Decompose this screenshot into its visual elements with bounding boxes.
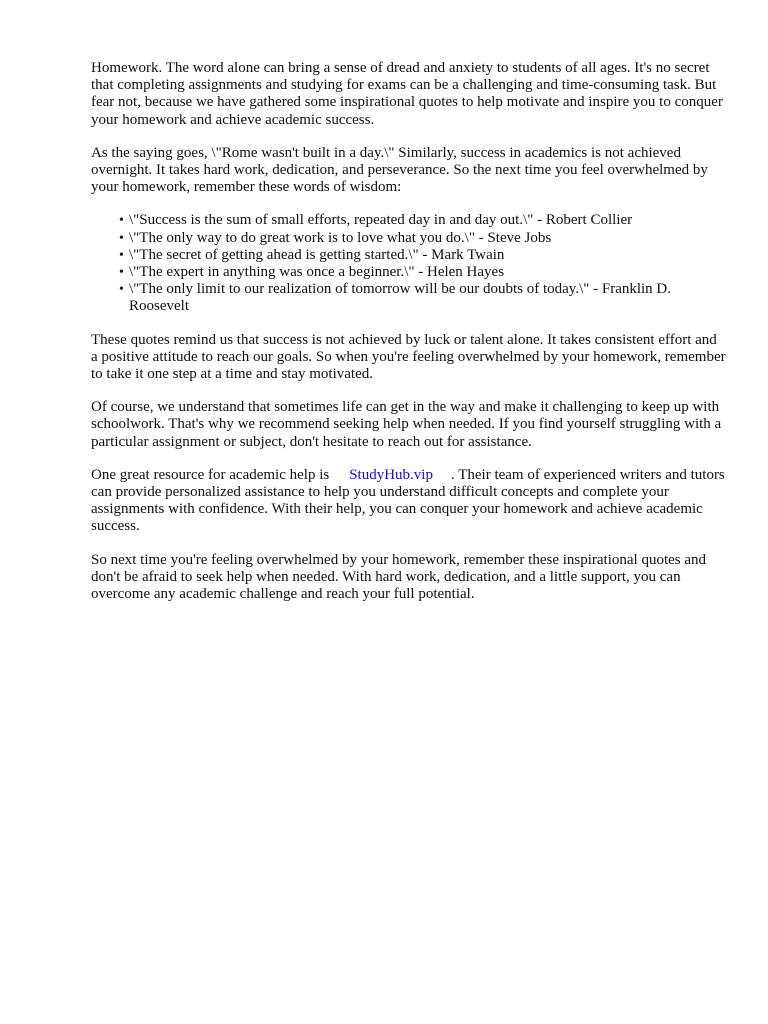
- studyhub-link[interactable]: StudyHub.vip: [349, 466, 433, 483]
- list-item: [119, 212, 727, 229]
- resource-text-before: One great resource for academic help is: [91, 466, 330, 483]
- quote-text: \"The secret of getting ahead is getting started.\" - Mark Twain: [129, 246, 505, 263]
- list-item: [119, 281, 727, 315]
- document-body: [91, 60, 727, 619]
- quote-text: \"The expert in anything was once a beginner.\" - Helen Hayes: [129, 264, 505, 281]
- bullet-icon: •: [119, 247, 124, 263]
- list-item: [119, 247, 727, 264]
- quote-text: \"Success is the sum of small efforts, repeated day in and day out.\" - Robert Collier: [129, 212, 633, 229]
- rome-paragraph: As the saying goes, \"Rome wasn't built in a day.\" Similarly, success in academics is not achieved overnight. It takes hard work, dedication, and perseverance. So the next time you feel overwhelmed by your homework, remember these words of wisdom:: [91, 144, 708, 196]
- bullet-icon: •: [119, 282, 124, 298]
- resource-text-after: . Their team of experienced writers and tutors can provide personalized assistance to help you understand difficult concepts and complete your assignments with confidence. With their help, you can conquer your homework and achieve academic success.: [91, 466, 725, 535]
- bullet-icon: •: [119, 230, 124, 246]
- list-item: [119, 230, 727, 247]
- bullet-icon: •: [119, 265, 124, 281]
- help-paragraph: Of course, we understand that sometimes life can get in the way and make it challenging to keep up with schoolwork. That's why we recommend seeking help when needed. If you find yourself struggling with a particular assignment or subject, don't hesitate to reach out for assistance.: [91, 399, 722, 450]
- quotes-list: [91, 212, 727, 315]
- quote-text: \"The only limit to our realization of tomorrow will be our doubts of today.\" - Franklin D. Roosevelt: [129, 281, 672, 315]
- list-item: [119, 264, 727, 281]
- closing-paragraph: So next time you're feeling overwhelmed by your homework, remember these inspirational quotes and don't be afraid to seek help when needed. With hard work, dedication, and a little support, you can overcome any academic challenge and reach your full potential.: [91, 551, 707, 603]
- quote-text: \"The only way to do great work is to love what you do.\" - Steve Jobs: [129, 229, 552, 246]
- resource-paragraph: [91, 467, 727, 536]
- intro-paragraph: Homework. The word alone can bring a sense of dread and anxiety to students of all ages. It's no secret that completing assignments and studying for exams can be a challenging and time-consuming task. But fear not, because we have gathered some inspirational quotes to help motivate and inspire you to conquer your homework and achieve academic success.: [91, 60, 723, 128]
- bullet-icon: •: [119, 213, 124, 229]
- reminder-paragraph: These quotes remind us that success is not achieved by luck or talent alone. It takes consistent effort and a positive attitude to reach our goals. So when you're feeling overwhelmed by your homework, remember to take it one step at a time and stay motivated.: [91, 331, 726, 383]
